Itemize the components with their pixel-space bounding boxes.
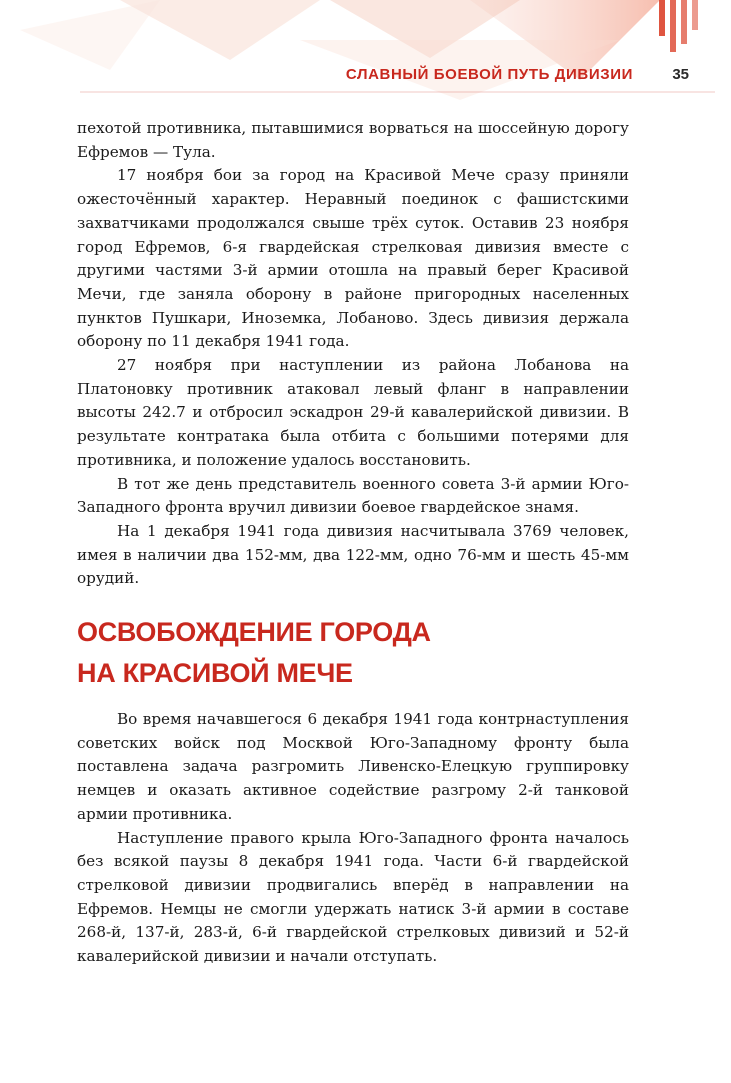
paragraph: пехотой противника, пытавшимися ворваться на шоссейную дорогу Ефремов — Тула. xyxy=(77,119,629,161)
paragraph: На 1 декабря 1941 года дивизия насчитывала 3769 человек, имея в наличии два 152-мм, два 122-мм, одно 76-мм и шесть 45-мм орудий. xyxy=(77,521,629,588)
paragraph: 17 ноября бои за город на Красивой Мече сразу приняли ожесточённый характер. Неравный поединок с фашистскими захватчиками продолжался свыше трёх суток. Оставив 23 ноября город Ефремов, 6-я гвардейская стрелковая дивизия вместе с другими частями 3-й армии отошла на правый берег Красивой Мечи, где заняла оборону в районе пригородных населенных пунктов Пушкари, Иноземка, Лобаново. Здесь дивизия держала оборону по 11 декабря 1941 года. xyxy=(77,166,629,351)
section-heading-line: ОСВОБОЖДЕНИЕ ГОРОДА xyxy=(77,617,431,647)
body-text-bottom xyxy=(77,708,629,969)
paragraph: В тот же день представитель военного совета 3-й армии Юго-Западного фронта вручил дивизии боевое гвардейское знамя. xyxy=(77,474,629,517)
paragraph: Наступление правого крыла Юго-Западного фронта началось без всякой паузы 8 декабря 1941 года. Части 6-й гвардейской стрелковой дивизии продвигались вперёд в направлении на Ефремов. Немцы не смогли удержать натиск 3-й армии в составе 268-й, 137-й, 283-й, 6-й гвардейской стрелковых дивизий и 52-й кавалерийской дивизии и начали отступать. xyxy=(77,828,629,966)
body-text-top xyxy=(77,117,629,591)
header-decoration xyxy=(0,0,731,110)
paragraph: Во время начавшегося 6 декабря 1941 года контрнаступления советских войск под Москвой Юго-Западному фронту была поставлена задача разгромить Ливенско-Елецкую группировку немцев и оказать активное содействие разгрому 2-й танковой армии противника. xyxy=(77,710,629,823)
running-header-title: СЛАВНЫЙ БОЕВОЙ ПУТЬ ДИВИЗИИ xyxy=(345,66,633,83)
section-heading-line: НА КРАСИВОЙ МЕЧЕ xyxy=(77,658,353,688)
page-number: 35 xyxy=(672,66,689,83)
paragraph: 27 ноября при наступлении из района Лобанова на Платоновку противник атаковал левый фланг в направлении высоты 242.7 и отбросил эскадрон 29-й кавалерийской дивизии. В результате контратака была отбита с большими потерями для противника, и положение удалось восстановить. xyxy=(77,356,629,469)
section-heading xyxy=(77,612,637,694)
